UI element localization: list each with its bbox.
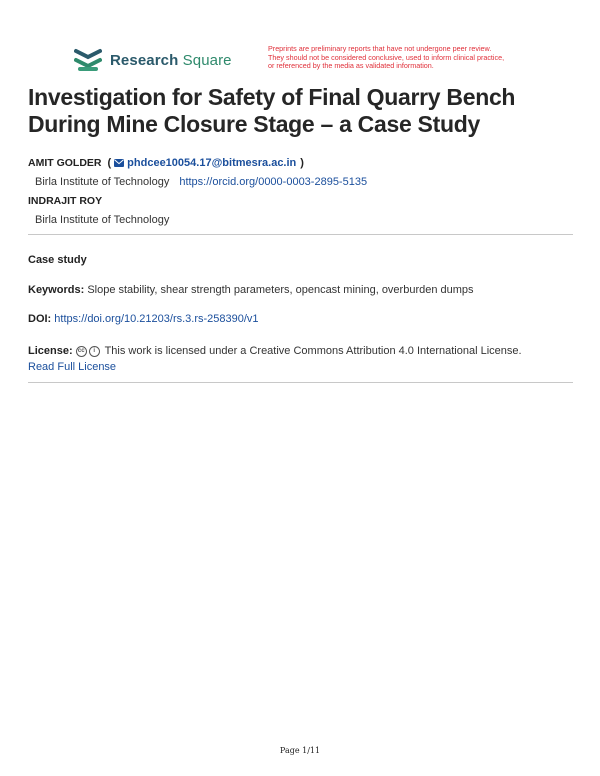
author-list bbox=[28, 153, 573, 229]
read-full-license-link[interactable]: Read Full License bbox=[28, 361, 117, 373]
creative-commons-icon: cc bbox=[76, 346, 87, 357]
author-name: INDRAJIT ROY bbox=[28, 194, 103, 207]
author-row bbox=[28, 191, 573, 210]
license-label: License: bbox=[28, 345, 73, 357]
orcid-link[interactable]: https://orcid.org/0000-0003-2895-5135 bbox=[179, 175, 368, 188]
keywords-label: Keywords: bbox=[28, 284, 85, 296]
email-open-paren: ( bbox=[107, 156, 112, 169]
disclaimer-line: or referenced by the media as validated information. bbox=[268, 61, 434, 71]
license-text: This work is licensed under a Creative Commons Attribution 4.0 International License. bbox=[104, 345, 522, 357]
disclaimer-line: Preprints are preliminary reports that have not undergone peer review. bbox=[268, 44, 492, 53]
affiliation-row bbox=[28, 210, 573, 229]
license-row bbox=[28, 343, 573, 375]
preprint-disclaimer bbox=[268, 45, 538, 71]
paper-title: Investigation for Safety of Final Quarry Bench During Mine Closure Stage – a Case Study bbox=[28, 84, 516, 137]
divider bbox=[28, 234, 573, 235]
author-row bbox=[28, 153, 573, 172]
email-close-paren: ) bbox=[300, 156, 304, 169]
author-name: AMIT GOLDER bbox=[28, 156, 102, 169]
attribution-icon: i bbox=[89, 346, 100, 357]
research-square-logo[interactable] bbox=[74, 47, 232, 73]
envelope-icon bbox=[114, 159, 124, 167]
keywords-row bbox=[28, 284, 573, 296]
keywords-value: Slope stability, shear strength parameters, opencast mining, overburden dumps bbox=[87, 284, 474, 296]
brand-name bbox=[110, 52, 232, 69]
author-affiliation: Birla Institute of Technology bbox=[35, 213, 170, 226]
brand-name-part1: Research bbox=[110, 51, 179, 69]
article-type bbox=[28, 254, 573, 266]
disclaimer-line: They should not be considered conclusive, used to inform clinical practice, bbox=[268, 52, 505, 62]
research-square-logo-icon bbox=[74, 47, 102, 73]
author-affiliation: Birla Institute of Technology bbox=[35, 175, 170, 188]
page-number: Page 1/11 bbox=[279, 746, 321, 755]
affiliation-row bbox=[28, 172, 573, 191]
divider bbox=[28, 382, 573, 383]
doi-link[interactable]: https://doi.org/10.21203/rs.3.rs-258390/v1 bbox=[54, 313, 259, 325]
doi-label: DOI: bbox=[28, 313, 52, 325]
article-type-label: Case study bbox=[28, 254, 87, 266]
author-email-link[interactable]: phdcee10054.17@bitmesra.ac.in bbox=[127, 156, 297, 169]
doi-row bbox=[28, 313, 573, 325]
brand-name-part2: Square bbox=[182, 51, 232, 69]
